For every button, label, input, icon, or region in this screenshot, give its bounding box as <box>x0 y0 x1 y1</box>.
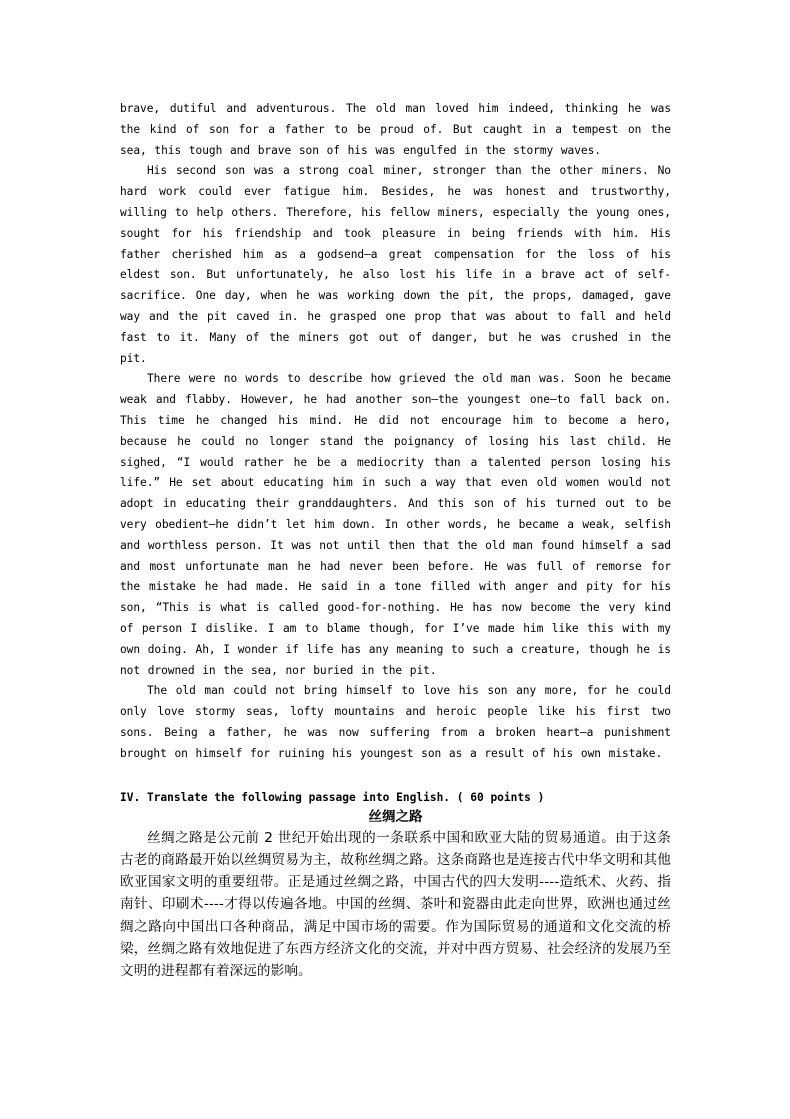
passage-paragraph-2: His second son was a strong coal miner, stronger than the other miners. No hard work could ever fatigue him. Besides, he was honest and trustworthy, willing to help others. Therefore, his fellow miners, especially the young ones, sought for his friendship and took pleasure in being friends with him. His father cherished him as a godsend—a great compensation for the loss of his eldest son. But unfortunately, he also lost his life in a brave act of self-sacrifice. One day, when he was working down the pit, the props, damaged, gave way and the pit caved in. he grasped one prop that was about to fall and held fast to it. Many of the miners got out of danger, but he was crushed in the pit. <box>120 164 671 365</box>
passage-paragraph-1: brave, dutiful and adventurous. The old man loved him indeed, thinking he was the kind of son for a father to be proud of. But caught in a tempest on the sea, this tough and brave son of his was engulfed in the stormy waves. <box>120 102 671 157</box>
translation-body: 丝绸之路是公元前 2 世纪开始出现的一条联系中国和欧亚大陆的贸易通道。由于这条古老的商路最开始以丝绸贸易为主，故称丝绸之路。这条商路也是连接古代中华文明和其他欧亚国家文明的重要纽带。正是通过丝绸之路，中国古代的四大发明----造纸术、火药、指南针、印刷术----才得以传遍各地。中国的丝绸、茶叶和瓷器由此走向世界，欧洲也通过丝绸之路向中国出口各种商品，满足中国市场的需要。作为国际贸易的通道和文化交流的桥梁，丝绸之路有效地促进了东西方经济文化的交流，并对中西方贸易、社会经济的发展乃至文明的进程都有着深远的影响。 <box>120 829 671 980</box>
translation-title: 丝绸之路 <box>368 808 423 825</box>
passage-paragraph-4: The old man could not bring himself to love his son any more, for he could only love stormy seas, lofty mountains and heroic people like his first two sons. Being a father, he was now suffering from a broken heart—a punishment brought on himself for ruining his youngest son as a result of his own mistake. <box>120 684 671 760</box>
document-page <box>120 99 671 983</box>
section-heading: IV. Translate the following passage into English. ( 60 points ) <box>120 790 545 804</box>
passage-paragraph-3: There were no words to describe how grieved the old man was. Soon he became weak and flabby. However, he had another son—the youngest one—to fall back on. This time he changed his mind. He did not encourage him to become a hero, because he could no longer stand the poignancy of losing his last child. He sighed, “I would rather he be a mediocrity than a talented person losing his life.” He set about educating him in such a way that even old women would not adopt in educating their granddaughters. And this son of his turned out to be very obedient—he didn’t let him down. In other words, he became a weak, selfish and worthless person. It was not until then that the old man found himself a sad and most unfortunate man he had never been before. He was full of remorse for the mistake he had made. He said in a tone filled with anger and pity for his son, “This is what is called good-for-nothing. He has now become the very kind of person I dislike. I am to blame though, for I’ve made him like this with my own doing. Ah, I wonder if life has any meaning to such a creature, though he is not drowned in the sea, nor buried in the pit. <box>120 372 671 677</box>
